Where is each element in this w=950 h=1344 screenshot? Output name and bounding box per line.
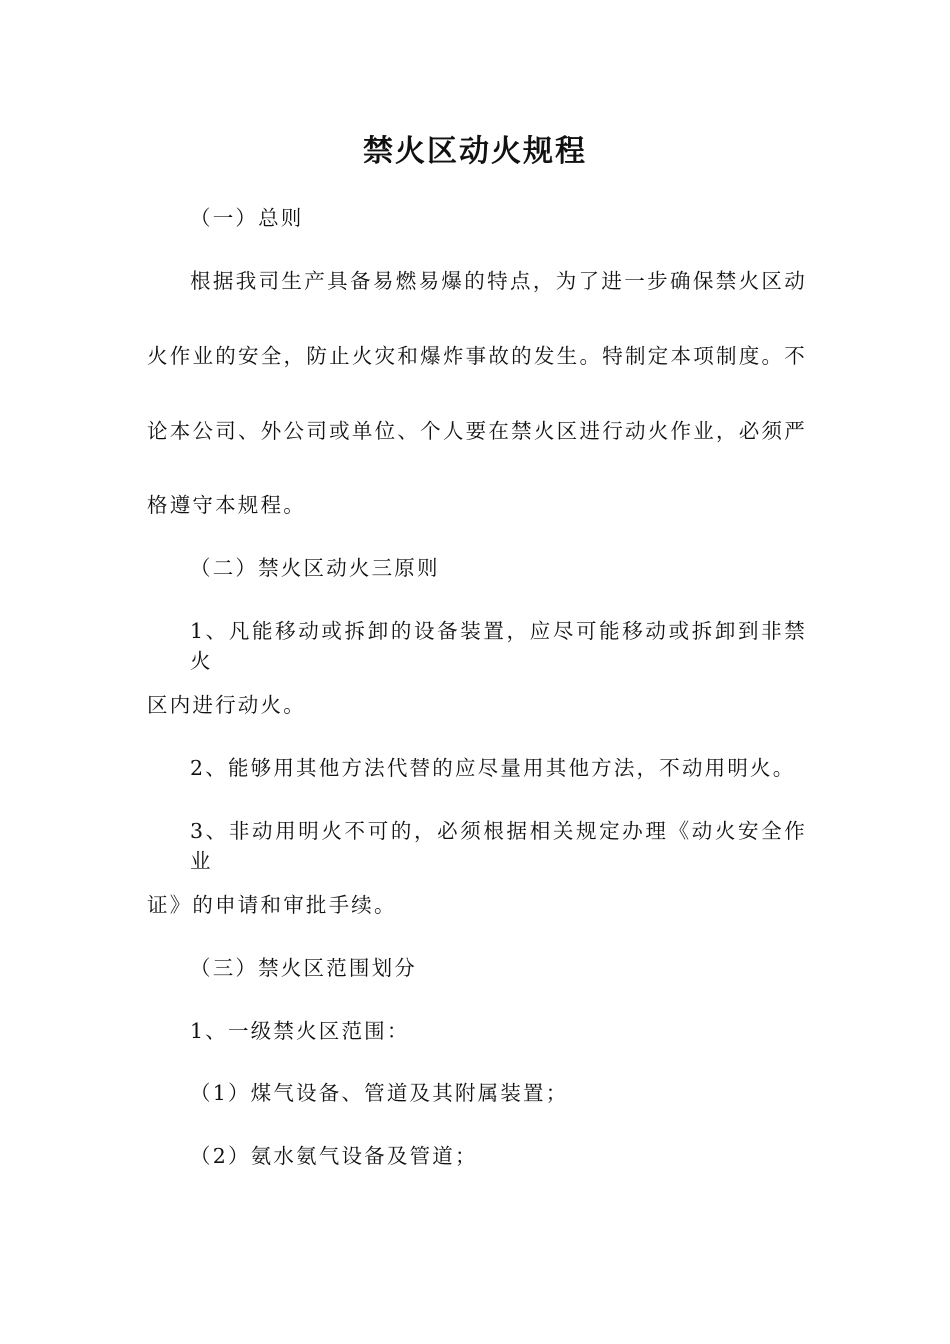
section-heading-principles: （二）禁火区动火三原则	[190, 556, 440, 580]
paragraph-line: 论本公司、外公司或单位、个人要在禁火区进行动火作业，必须严	[147, 419, 807, 443]
section-heading-general: （一）总则	[190, 206, 304, 230]
paragraph-line: 区内进行动火。	[147, 693, 306, 717]
paragraph-line: 3、非动用明火不可的，必须根据相关规定办理《动火安全作业	[190, 819, 807, 873]
paragraph-line: 格遵守本规程。	[147, 493, 306, 517]
paragraph-line: 火作业的安全，防止火灾和爆炸事故的发生。特制定本项制度。不	[147, 344, 807, 368]
paragraph-line: 根据我司生产具备易燃易爆的特点，为了进一步确保禁火区动	[190, 269, 807, 293]
list-item: （2）氨水氨气设备及管道；	[190, 1144, 478, 1168]
paragraph-line: 1、凡能移动或拆卸的设备装置，应尽可能移动或拆卸到非禁火	[190, 619, 807, 673]
document-title: 禁火区动火规程	[363, 134, 587, 169]
paragraph-line: 2、能够用其他方法代替的应尽量用其他方法，不动用明火。	[190, 756, 796, 780]
paragraph-line: 证》的申请和审批手续。	[147, 893, 397, 917]
list-item: （1）煤气设备、管道及其附属装置；	[190, 1081, 569, 1105]
list-heading: 1、一级禁火区范围：	[190, 1019, 410, 1043]
section-heading-zones: （三）禁火区范围划分	[190, 956, 417, 980]
